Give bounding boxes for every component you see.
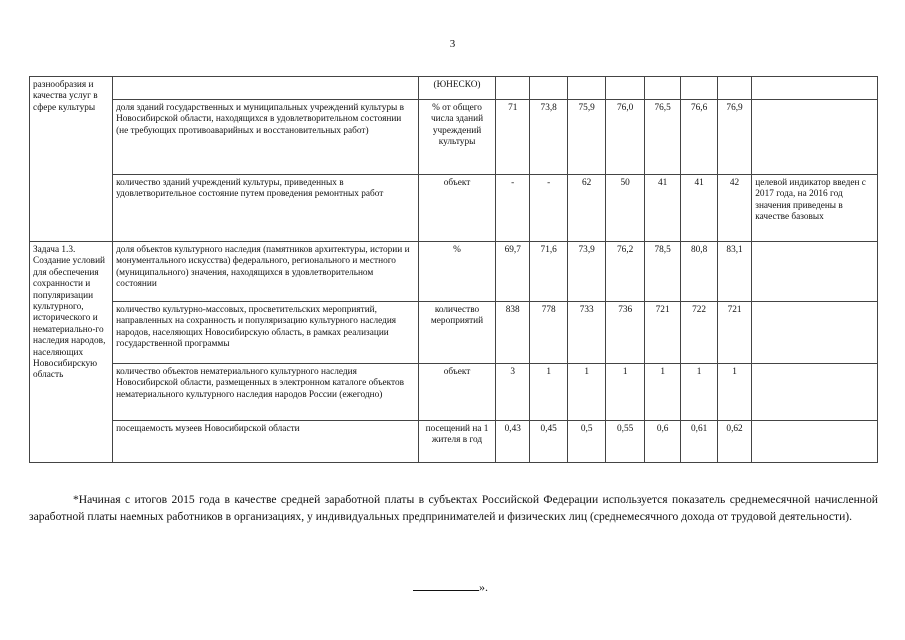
- value-cell: 76,5: [644, 100, 680, 175]
- value-cell: 0,6: [644, 421, 680, 463]
- note-cell: [752, 77, 878, 100]
- unit-cell: объект: [419, 175, 496, 242]
- table-row: [30, 421, 878, 463]
- unit-cell: (ЮНЕСКО): [419, 77, 496, 100]
- task-cell: разнообразия и качества услуг в сфере культуры: [30, 77, 113, 242]
- indicators-table: [29, 76, 878, 463]
- task-cell: Задача 1.3. Создание условий для обеспечения сохранности и популяризации культурного, исторического и нематериально-го наследия народов, населяющих Новосибирскую область: [30, 242, 113, 463]
- table-row: [30, 77, 878, 100]
- table-row: [30, 242, 878, 302]
- value-cell: 41: [681, 175, 717, 242]
- unit-cell: количество мероприятий: [419, 302, 496, 364]
- table-row: [30, 175, 878, 242]
- value-cell: 78,5: [644, 242, 680, 302]
- value-cell: -: [530, 175, 567, 242]
- value-cell: 778: [530, 302, 567, 364]
- value-cell: 71,6: [530, 242, 567, 302]
- value-cell: 71: [496, 100, 530, 175]
- value-cell: 76,6: [681, 100, 717, 175]
- unit-cell: %: [419, 242, 496, 302]
- indicator-cell: количество культурно-массовых, просветительских мероприятий, направленных на сохранность и популяризацию культурного наследия народов, населяющих Новосибирскую область, в рамках реализации государственной программы: [113, 302, 419, 364]
- table-row: [30, 364, 878, 421]
- value-cell: 76,9: [717, 100, 751, 175]
- value-cell: 0,5: [567, 421, 605, 463]
- value-cell: [644, 77, 680, 100]
- closing-mark: [413, 580, 488, 595]
- value-cell: 80,8: [681, 242, 717, 302]
- indicator-cell: доля зданий государственных и муниципальных учреждений культуры в Новосибирской области, находящихся в удовлетворительном состоянии (не требующих противоаварийных и восстановительных работ): [113, 100, 419, 175]
- indicator-cell: количество объектов нематериального культурного наследия Новосибирской области, размещенных в электронном каталоге объектов нематериального культурного наследия народов России (ежегодно): [113, 364, 419, 421]
- value-cell: 3: [496, 364, 530, 421]
- value-cell: 76,2: [606, 242, 644, 302]
- note-cell: [752, 302, 878, 364]
- value-cell: 41: [644, 175, 680, 242]
- value-cell: 1: [606, 364, 644, 421]
- value-cell: 721: [717, 302, 751, 364]
- unit-cell: % от общего числа зданий учреждений культуры: [419, 100, 496, 175]
- value-cell: 0,61: [681, 421, 717, 463]
- value-cell: 721: [644, 302, 680, 364]
- unit-cell: объект: [419, 364, 496, 421]
- indicator-cell: посещаемость музеев Новосибирской области: [113, 421, 419, 463]
- value-cell: [530, 77, 567, 100]
- closing-quote: ».: [479, 580, 488, 594]
- value-cell: 838: [496, 302, 530, 364]
- footnote: *Начиная с итогов 2015 года в качестве средней заработной платы в субъектах Российской Федерации используется показатель среднемесячной начисленной заработной платы наемных работников в организациях, у индивидуальных предпринимателей и физических лиц (среднемесячного дохода от трудовой деятельности).: [29, 493, 878, 523]
- value-cell: [717, 77, 751, 100]
- table-row: [30, 302, 878, 364]
- value-cell: 0,55: [606, 421, 644, 463]
- value-cell: [606, 77, 644, 100]
- value-cell: [496, 77, 530, 100]
- blank-line: [413, 581, 479, 591]
- value-cell: [567, 77, 605, 100]
- value-cell: 1: [717, 364, 751, 421]
- value-cell: 0,62: [717, 421, 751, 463]
- value-cell: 736: [606, 302, 644, 364]
- note-cell: целевой индикатор введен с 2017 года, на 2016 год значения приведены в качестве базовых: [752, 175, 878, 242]
- value-cell: 69,7: [496, 242, 530, 302]
- indicator-cell: [113, 77, 419, 100]
- note-cell: [752, 421, 878, 463]
- value-cell: 722: [681, 302, 717, 364]
- value-cell: 73,9: [567, 242, 605, 302]
- indicator-cell: количество зданий учреждений культуры, приведенных в удовлетворительное состояние путем проведения ремонтных работ: [113, 175, 419, 242]
- indicator-cell: доля объектов культурного наследия (памятников архитектуры, истории и монументального искусства) федерального, регионального и местного (муниципального) значения, находящихся в удовлетворительном состоянии: [113, 242, 419, 302]
- value-cell: 76,0: [606, 100, 644, 175]
- value-cell: 0,45: [530, 421, 567, 463]
- value-cell: 1: [681, 364, 717, 421]
- unit-cell: посещений на 1 жителя в год: [419, 421, 496, 463]
- value-cell: 1: [530, 364, 567, 421]
- value-cell: 1: [644, 364, 680, 421]
- value-cell: 75,9: [567, 100, 605, 175]
- value-cell: 42: [717, 175, 751, 242]
- value-cell: 73,8: [530, 100, 567, 175]
- value-cell: [681, 77, 717, 100]
- note-cell: [752, 100, 878, 175]
- value-cell: 50: [606, 175, 644, 242]
- value-cell: 62: [567, 175, 605, 242]
- value-cell: -: [496, 175, 530, 242]
- value-cell: 1: [567, 364, 605, 421]
- page-number: 3: [449, 38, 456, 50]
- table-row: [30, 100, 878, 175]
- value-cell: 83,1: [717, 242, 751, 302]
- note-cell: [752, 242, 878, 302]
- value-cell: 733: [567, 302, 605, 364]
- note-cell: [752, 364, 878, 421]
- value-cell: 0,43: [496, 421, 530, 463]
